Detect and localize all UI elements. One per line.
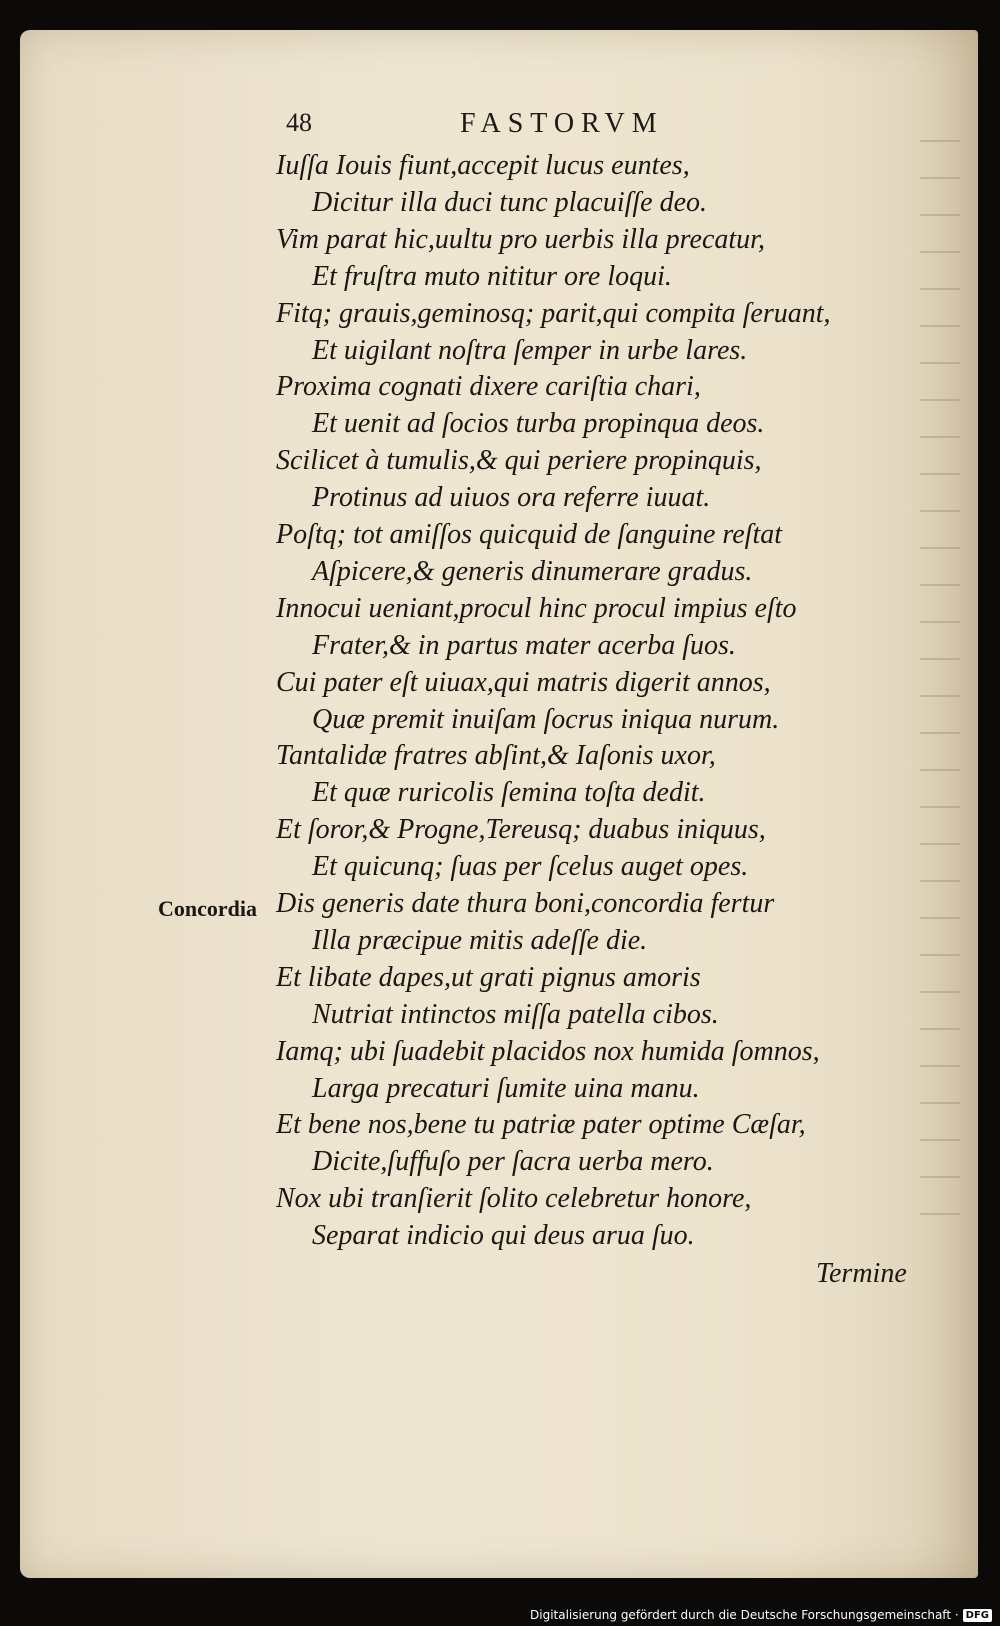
verse-line: Nox ubi tranſierit ſolito celebretur honore, (276, 1183, 752, 1215)
verse-line-indented: Protinus ad uiuos ora referre iuuat. (312, 482, 711, 514)
verse-line: Et libate dapes,ut grati pignus amoris (276, 961, 701, 993)
verse-line: Proxima cognati dixere cariſtia chari, (276, 371, 701, 403)
ghost-line (920, 140, 960, 142)
dfg-logo: DFG (963, 1609, 992, 1622)
verse-line: Et bene nos,bene tu patriæ pater optime Cæſar, (276, 1109, 806, 1141)
verse-line-indented: Et quæ ruricolis ſemina toſta dedit. (312, 777, 706, 809)
footer-credit (530, 1608, 992, 1622)
verse-line-indented: Aſpicere,& generis dinumerare gradus. (312, 555, 753, 587)
verse-line: Iamq; ubi ſuadebit placidos nox humida ſomnos, (276, 1035, 820, 1067)
footer-text: Digitalisierung gefördert durch die Deutsche Forschungsgemeinschaft · (530, 1608, 959, 1622)
running-head: FASTORVM (460, 108, 664, 139)
verse-line-indented: Et uigilant noſtra ſemper in urbe lares. (312, 334, 748, 366)
verse-line: Vim parat hic,uultu pro uerbis illa precatur, (276, 223, 765, 255)
book-page (20, 30, 978, 1578)
verse-line-indented: Dicite,ſuffuſo per ſacra uerba mero. (312, 1146, 714, 1178)
verse-line-indented: Frater,& in partus mater acerba ſuos. (312, 629, 736, 661)
catchword: Termine (816, 1258, 907, 1289)
verse-line: Et ſoror,& Progne,Tereusq; duabus iniquus, (276, 814, 766, 846)
verse-line-indented: Et uenit ad ſocios turba propinqua deos. (312, 408, 765, 440)
verse-line-indented: Illa præcipue mitis adeſſe die. (312, 924, 648, 956)
verse-line-indented: Et fruſtra muto nititur ore loqui. (312, 260, 672, 292)
verse-line-indented: Nutriat intinctos miſſa patella cibos. (312, 998, 719, 1030)
verse-line: Cui pater eſt uiuax,qui matris digerit annos, (276, 666, 771, 698)
verse-line: Fitq; grauis,geminosq; parit,qui compita ſeruant, (276, 297, 831, 329)
verse-line-indented: Separat indicio qui deus arua ſuo. (312, 1220, 695, 1252)
verse-line-indented: Larga precaturi ſumite uina manu. (312, 1072, 700, 1104)
page-number: 48 (286, 108, 312, 137)
verse-line-indented: Dicitur illa duci tunc placuiſſe deo. (312, 186, 708, 218)
verse-line: Iuſſa Iouis fiunt,accepit lucus euntes, (276, 150, 690, 181)
verse-line-indented: Quæ premit inuiſam ſocrus iniqua nurum. (312, 703, 780, 735)
verse-line: Scilicet à tumulis,& qui periere propinquis, (276, 445, 762, 477)
verse-line: Tantalidæ fratres abſint,& Iaſonis uxor, (276, 740, 716, 772)
verse-line: Innocui ueniant,procul hinc procul impius eſto (276, 592, 797, 624)
verse-line: Poſtq; tot amiſſos quicquid de ſanguine reſtat (276, 519, 783, 550)
verse-line-indented: Et quicunq; ſuas per ſcelus auget opes. (312, 851, 749, 883)
verse-line: Dis generis date thura boni,concordia fertur (276, 888, 775, 919)
margin-note: Concordia (158, 896, 257, 921)
